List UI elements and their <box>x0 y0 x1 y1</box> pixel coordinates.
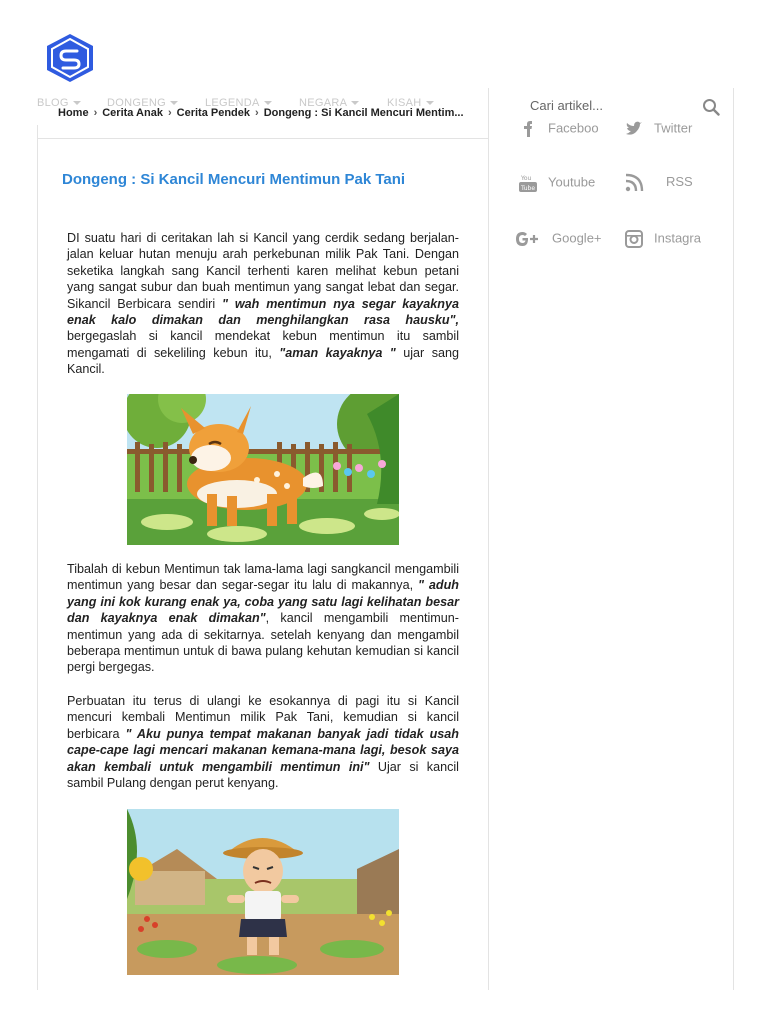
dialogue-text: " Aku punya tempat makanan banyak jadi tidak usah cape-cape lagi mencari makanan kemana-mana lagi, besok saya akan kembali untuk mengambili mentimun ini" <box>67 726 459 774</box>
chevron-down-icon <box>426 101 434 105</box>
social-label: RSS <box>666 174 693 190</box>
instagram-icon <box>624 229 644 249</box>
chevron-down-icon <box>73 101 81 105</box>
facebook-icon <box>518 119 538 139</box>
paragraph-text: Tibalah di kebun Mentimun tak lama-lama lagi sangkancil mengambili mentimun yang besar dan segar-segar itu lalu di makannya, <box>67 562 459 593</box>
sidebar-border-right <box>733 88 734 990</box>
google-plus-icon <box>514 229 542 249</box>
breadcrumb-cerita-pendek[interactable]: Cerita Pendek <box>176 107 251 119</box>
paragraph-text: DI suatu hari di ceritakan lah si Kancil yang cerdik sedang berjalan-jalan keluar hutan menuju arah perkebunan milik Pak Tani. Dengan seketika langkah sang Kancil terhenti karen melihat kebun petani yang sangat subur dan buah mentimun yang sangat lebat dan segar. Sikancil Berbicara sendiri <box>67 231 459 311</box>
social-instagram[interactable] <box>624 229 701 249</box>
paragraph-text: Ujar si kancil sambil Pulang dengan perut kenyang. <box>67 759 459 791</box>
social-twitter[interactable] <box>624 119 692 139</box>
social-googleplus[interactable] <box>514 229 602 249</box>
paragraph-text: bergegaslah si kancil mendekat kebun mentimun itu sambil mengamati di sekeliling kebun itu, <box>67 329 459 360</box>
social-youtube[interactable] <box>518 173 595 193</box>
social-label: Faceboo <box>548 120 599 136</box>
search-placeholder: Cari artikel... <box>530 98 603 113</box>
nav-item-label: BLOG <box>37 97 69 109</box>
svg-text:You: You <box>521 175 532 182</box>
paragraph-text: , kancil mengambili mentimun-mentimun yang ada di sekitarnya. setelah kenyang dan mengambil beberapa mentimun untuk di bawa pulang kehutan kemudian si kancil pergi bergegas. <box>67 611 459 675</box>
youtube-icon <box>518 173 538 193</box>
breadcrumb-home[interactable]: Home <box>58 107 89 119</box>
nav-item-label: DONGENG <box>107 97 166 109</box>
breadcrumb-cerita-anak[interactable]: Cerita Anak <box>102 107 163 119</box>
article-title: Dongeng : Si Kancil Mencuri Mentimun Pak Tani <box>62 171 406 188</box>
breadcrumb-divider <box>37 138 488 139</box>
content-border-left <box>37 125 38 990</box>
dialogue-text: " wah mentimun nya segar kayaknya enak kalo dimakan dan menghilangkan rasa hausku", <box>67 296 459 328</box>
nav-item-label: NEGARA <box>299 97 348 109</box>
svg-text:Tube: Tube <box>521 185 536 192</box>
chevron-right-icon: › <box>167 107 172 119</box>
twitter-icon <box>624 119 644 139</box>
chevron-right-icon: › <box>255 107 259 119</box>
search-input[interactable] <box>530 98 603 113</box>
chevron-right-icon: › <box>93 107 98 119</box>
nav-item-label: LEGENDA <box>205 97 260 109</box>
search-icon[interactable] <box>702 98 720 116</box>
social-facebook[interactable] <box>518 119 599 139</box>
social-label: Instagra <box>654 230 701 246</box>
nav-item-label: KISAH <box>387 97 422 109</box>
breadcrumb <box>58 107 464 119</box>
social-label: Youtube <box>548 174 596 190</box>
article-paragraph-1 <box>67 230 459 378</box>
site-logo[interactable] <box>44 33 96 83</box>
article-paragraph-3 <box>67 693 459 791</box>
farmer-illustration <box>127 809 399 975</box>
content-border-right <box>488 88 489 990</box>
breadcrumb-current: Dongeng : Si Kancil Mencuri Mentim... <box>263 107 464 119</box>
social-label: Twitter <box>654 120 693 136</box>
paragraph-text: ujar sang Kancil. <box>67 345 460 377</box>
social-label: Google+ <box>552 230 602 246</box>
dialogue-text: "aman kayaknya " <box>279 345 396 360</box>
paragraph-text: Perbuatan itu terus di ulangi ke esokannya di pagi itu si Kancil mencuri kembali Mentimun milik Pak Tani, kemudian si kancil berbicara <box>67 694 459 741</box>
article-paragraph-2 <box>67 561 459 676</box>
rss-icon <box>624 173 644 193</box>
dialogue-text: " aduh yang ini kok kurang enak ya, coba yang satu lagi kelihatan besar dan kayaknya enak dimakan" <box>67 578 459 626</box>
social-rss[interactable] <box>624 173 693 193</box>
chevron-down-icon <box>264 101 272 105</box>
chevron-down-icon <box>170 101 178 105</box>
chevron-down-icon <box>351 101 359 105</box>
kancil-illustration <box>127 394 399 545</box>
